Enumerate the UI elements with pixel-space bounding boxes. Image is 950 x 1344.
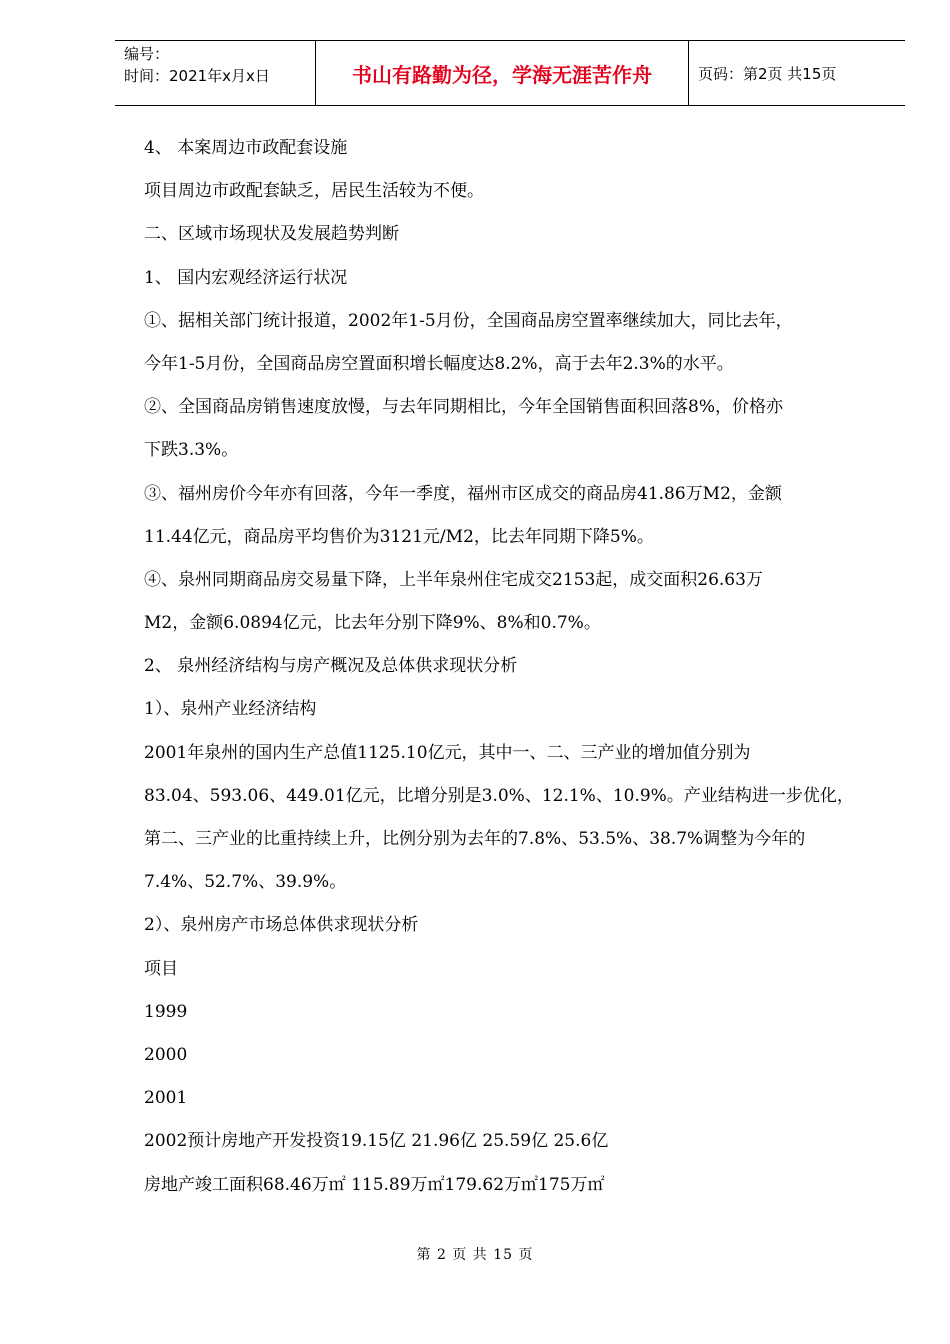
section-heading-quanzhou-analysis: 2、 泉州经济结构与房产概况及总体供求现状分析 — [144, 656, 518, 677]
table-text-line: 1999 — [144, 1001, 188, 1022]
section-heading-macro-economy: 1、 国内宏观经济运行状况 — [144, 267, 348, 288]
paragraph-line: 下跌3.3%。 — [144, 440, 239, 461]
table-text-line: 2001 — [144, 1088, 188, 1109]
paragraph-line: 11.44亿元，商品房平均售价为3121元/M2，比去年同期下降5%。 — [144, 526, 654, 547]
paragraph-line: 83.04、593.06、449.01亿元，比增分别是3.0%、12.1%、10.9%。产业结构进一步优化， — [144, 785, 854, 806]
paragraph-line: M2，金额6.0894亿元，比去年分别下降9%、8%和0.7%。 — [144, 613, 601, 634]
paragraph-line: ③、福州房价今年亦有回落，今年一季度，福州市区成交的商品房41.86万M2，金额 — [144, 483, 782, 504]
subsection-heading-supply-demand: 2）、泉州房产市场总体供求现状分析 — [144, 915, 419, 936]
paragraph-line: 今年1-5月份，全国商品房空置面积增长幅度达8.2%，高于去年2.3%的水平。 — [144, 353, 734, 374]
paragraph-line: 第二、三产业的比重持续上升，比例分别为去年的7.8%、53.5%、38.7%调整为今年的 — [144, 829, 806, 849]
paragraph-line: ④、泉州同期商品房交易量下降，上半年泉州住宅成交2153起，成交面积26.63万 — [144, 569, 763, 590]
table-text-line: 2002预计房地产开发投资19.15亿 21.96亿 25.59亿 25.6亿 — [144, 1131, 609, 1152]
header-motto: 书山有路勤为径，学海无涯苦作舟 — [316, 41, 689, 105]
section-heading-municipal-facilities: 4、 本案周边市政配套设施 — [144, 138, 348, 158]
page-footer: 第 2 页 共 15 页 — [416, 1247, 534, 1263]
header-page-info: 页码：第2页 共15页 — [698, 64, 837, 83]
document-code-label: 编号： — [124, 45, 170, 63]
section-heading-regional-market: 二、区域市场现状及发展趋势判断 — [144, 224, 399, 245]
paragraph-line: ②、全国商品房销售速度放慢，与去年同期相比，今年全国销售面积回落8%，价格亦 — [144, 397, 783, 418]
table-text-line: 房地产竣工面积68.46万㎡ 115.89万㎡179.62万㎡175万㎡ — [144, 1174, 605, 1195]
table-text-line: 项目 — [144, 958, 178, 979]
paragraph-line: 2001年泉州的国内生产总值1125.10亿元，其中一、二、三产业的增加值分别为 — [144, 742, 751, 763]
table-text-line: 2000 — [144, 1044, 188, 1065]
paragraph-line: 项目周边市政配套缺乏，居民生活较为不便。 — [144, 181, 484, 202]
subsection-heading-industry-structure: 1）、泉州产业经济结构 — [144, 699, 317, 720]
paragraph-line: 7.4%、52.7%、39.9%。 — [144, 872, 347, 893]
paragraph-line: ①、据相关部门统计报道，2002年1-5月份，全国商品房空置率继续加大，同比去年， — [144, 310, 793, 331]
document-time-label: 时间：2021年x月x日 — [124, 67, 270, 85]
document-body — [144, 127, 884, 1207]
header-meta-cell — [115, 41, 316, 105]
page-header — [115, 40, 905, 106]
